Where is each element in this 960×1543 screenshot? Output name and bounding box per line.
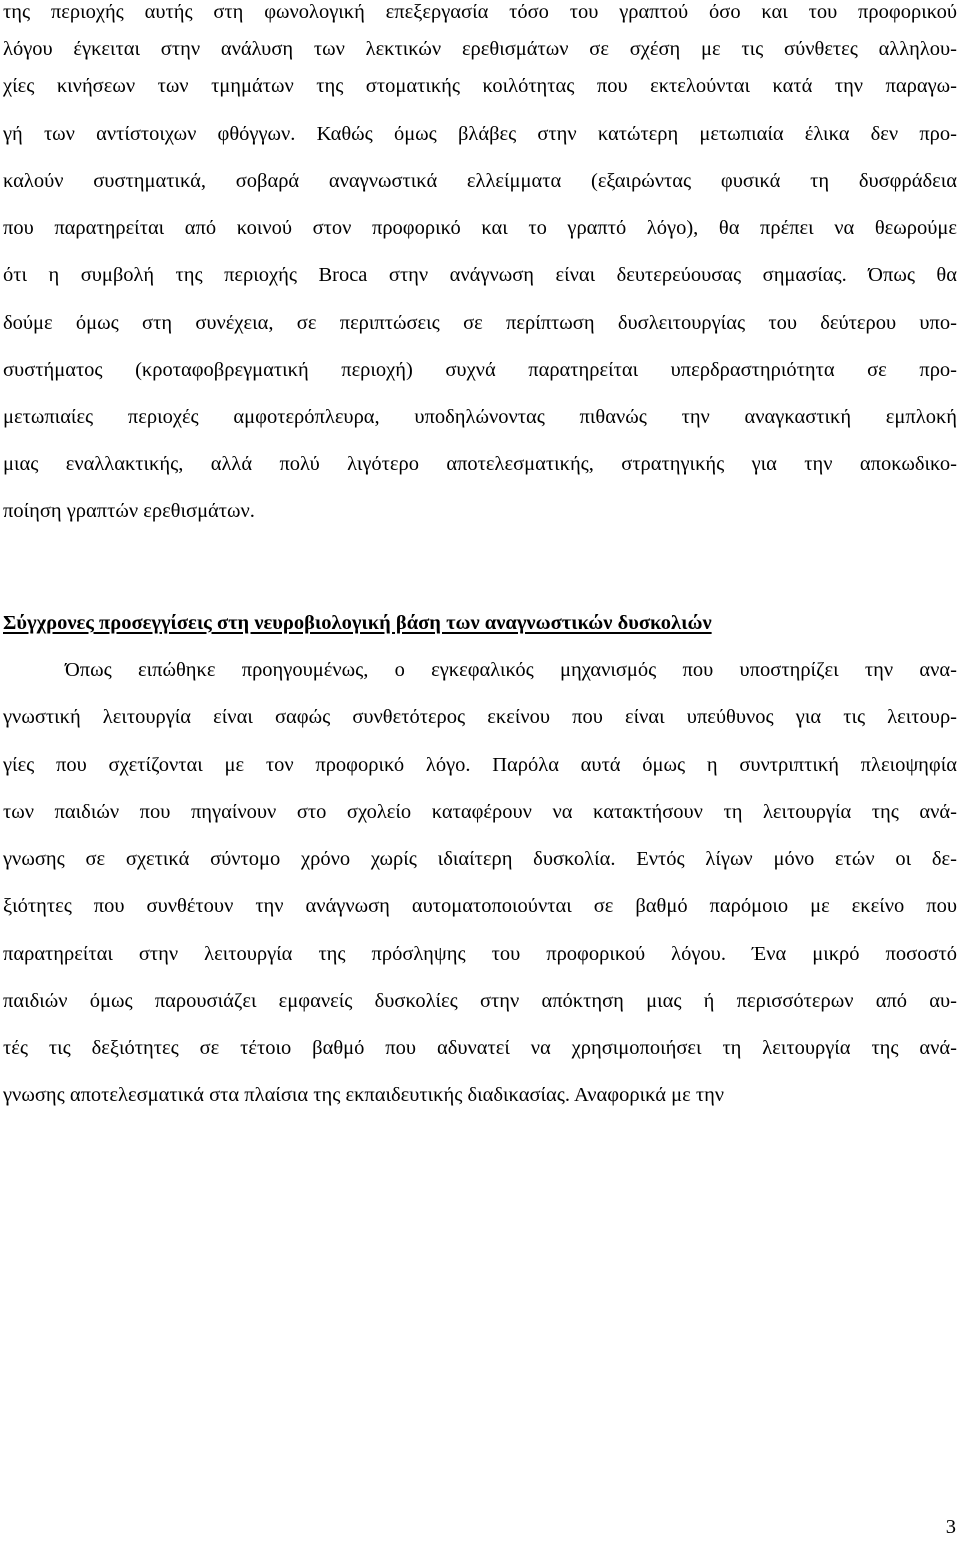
paragraph-2-line: γίες που σχετίζονται με τον προφορικό λόγο. Παρόλα αυτά όμως η συντριπτική πλειοψηφία [3,754,957,776]
paragraph-2-line: ξιότητες που συνθέτουν την ανάγνωση αυτοματοποιούνται σε βαθμό παρόμοιο με εκείνο που [3,895,957,917]
paragraph-2-line: γνωστική λειτουργία είναι σαφώς συνθετότερος εκείνου που είναι υπεύθυνος για τις λειτουρ- [3,706,957,728]
paragraph-2-line: τές τις δεξιότητες σε τέτοιο βαθμό που αδυνατεί να χρησιμοποιήσει τη λειτουργία της ανά- [3,1037,957,1059]
paragraph-1-line: δούμε όμως στη συνέχεια, σε περιπτώσεις σε περίπτωση δυσλειτουργίας του δεύτερου υπο- [3,312,957,334]
paragraph-2-line: παιδιών όμως παρουσιάζει εμφανείς δυσκολίες στην απόκτηση μιας ή περισσότερων από αυ- [3,990,957,1012]
paragraph-1-line: που παρατηρείται από κοινού στον προφορικό και το γραπτό λόγο), θα πρέπει να θεωρούμε [3,217,957,239]
paragraph-2-line: παρατηρείται στην λειτουργία της πρόσληψης του προφορικού λόγου. Ένα μικρό ποσοστό [3,943,957,965]
paragraph-1-line: μιας εναλλακτικής, αλλά πολύ λιγότερο αποτελεσματικής, στρατηγικής για την αποκωδικο- [3,453,957,475]
paragraph-2-line: Όπως ειπώθηκε προηγουμένως, ο εγκεφαλικός μηχανισμός που υποστηρίζει την ανα- [65,659,957,681]
paragraph-2-line: των παιδιών που πηγαίνουν στο σχολείο καταφέρουν να κατακτήσουν τη λειτουργία της ανά- [3,801,957,823]
paragraph-1-line: καλούν συστηματικά, σοβαρά αναγνωστικά ελλείμματα (εξαιρώντας φυσικά τη δυσφράδεια [3,170,957,192]
paragraph-1-line: χίες κινήσεων των τμημάτων της στοματικής κοιλότητας που εκτελούνται κατά την παραγω- [3,75,957,97]
paragraph-1-line: μετωπιαίες περιοχές αμφοτερόπλευρα, υποδηλώνοντας πιθανώς την αναγκαστική εμπλοκή [3,406,957,428]
paragraph-1-line: λόγου έγκειται στην ανάλυση των λεκτικών ερεθισμάτων σε σχέση με τις σύνθετες αλληλου- [3,38,957,60]
paragraph-1-line: της περιοχής αυτής στη φωνολογική επεξεργασία τόσο του γραπτού όσο και του προφορικού [3,1,957,23]
paragraph-1-line: συστήματος (κροταφοβρεγματική περιοχή) συχνά παρατηρείται υπερδραστηριότητα σε προ- [3,359,957,381]
paragraph-2-line: γνωσης αποτελεσματικά στα πλαίσια της εκπαιδευτικής διαδικασίας. Αναφορικά με την [3,1084,725,1106]
paragraph-2-line: γνωσης σε σχετικά σύντομο χρόνο χωρίς ιδιαίτερη δυσκολία. Εντός λίγων μόνο ετών οι δε- [3,848,957,870]
section-heading: Σύγχρονες προσεγγίσεις στη νευροβιολογική βάση των αναγνωστικών δυσκολιών [3,612,712,634]
paragraph-1-line: γή των αντίστοιχων φθόγγων. Καθώς όμως βλάβες στην κατώτερη μετωπιαία έλικα δεν προ- [3,123,957,145]
paragraph-1-line: ότι η συμβολή της περιοχής Broca στην ανάγνωση είναι δευτερεύουσας σημασίας. Όπως θα [3,264,957,286]
paragraph-1-line: ποίηση γραπτών ερεθισμάτων. [3,500,255,522]
page-number: 3 [945,1516,956,1538]
